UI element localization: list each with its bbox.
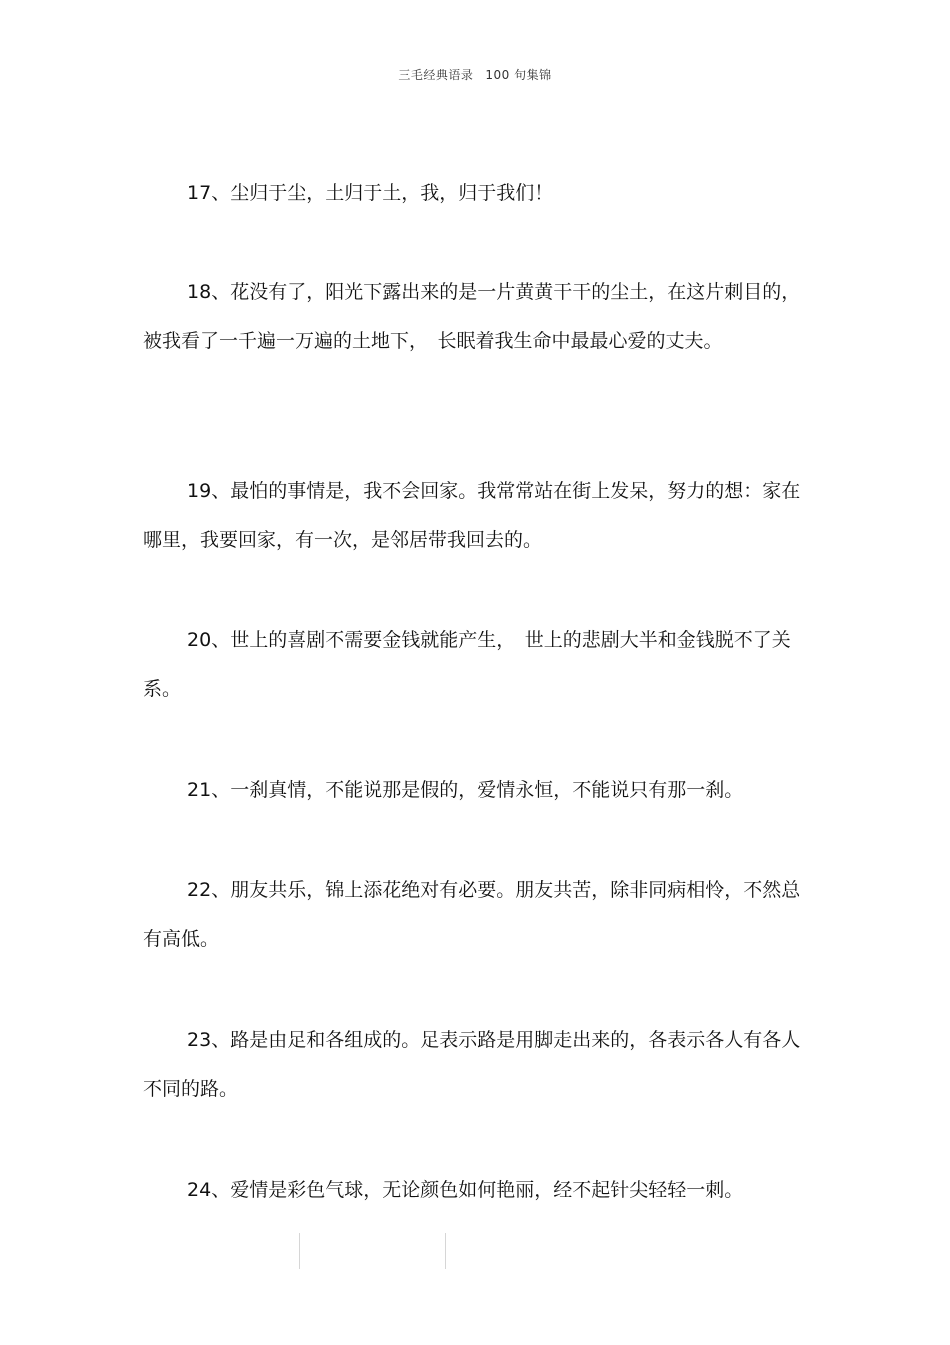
quote-number: 22: [187, 879, 212, 901]
quote-number: 24: [187, 1179, 212, 1201]
quote-item: [143, 169, 803, 218]
quote-number: 19: [187, 480, 212, 502]
quote-text: 、爱情是彩色气球，无论颜色如何艳丽，经不起针尖轻轻一刺。: [211, 1179, 744, 1201]
quote-text: 、路是由足和各组成的。足表示路是用脚走出来的，各表示各人有各人不同的路。: [143, 1029, 801, 1100]
vertical-divider: [299, 1233, 300, 1269]
quote-text: 、一刹真情，不能说那是假的，爱情永恒，不能说只有那一刹。: [211, 779, 744, 801]
header-subtitle: 100 句集锦: [485, 68, 552, 82]
vertical-divider: [445, 1233, 446, 1269]
quote-number: 21: [187, 779, 212, 801]
quote-number: 17: [187, 182, 212, 204]
quote-text: 、尘归于尘，土归于土，我，归于我们！: [211, 182, 554, 204]
quote-text: 、世上的喜剧不需要金钱就能产生， 世上的悲剧大半和金钱脱不了关系。: [143, 629, 791, 700]
quote-item: [143, 268, 803, 366]
quote-item: [143, 1166, 803, 1215]
quote-item: [143, 616, 803, 714]
quote-text: 、花没有了，阳光下露出来的是一片黄黄干干的尘土，在这片刺目的，被我看了一千遍一万遍的土地下， 长眠着我生命中最最心爱的丈夫。: [143, 281, 801, 352]
page-header: [0, 66, 950, 83]
quote-item: [143, 467, 803, 565]
quote-text: 、朋友共乐，锦上添花绝对有必要。朋友共苦，除非同病相怜，不然总有高低。: [143, 879, 801, 950]
quote-item: [143, 766, 803, 815]
quote-text: 、最怕的事情是，我不会回家。我常常站在街上发呆，努力的想：家在哪里，我要回家，有一次，是邻居带我回去的。: [143, 480, 801, 551]
quote-number: 20: [187, 629, 212, 651]
quote-number: 23: [187, 1029, 212, 1051]
quote-item: [143, 866, 803, 964]
header-title: 三毛经典语录: [398, 68, 474, 82]
quote-number: 18: [187, 281, 212, 303]
quote-item: [143, 1016, 803, 1114]
